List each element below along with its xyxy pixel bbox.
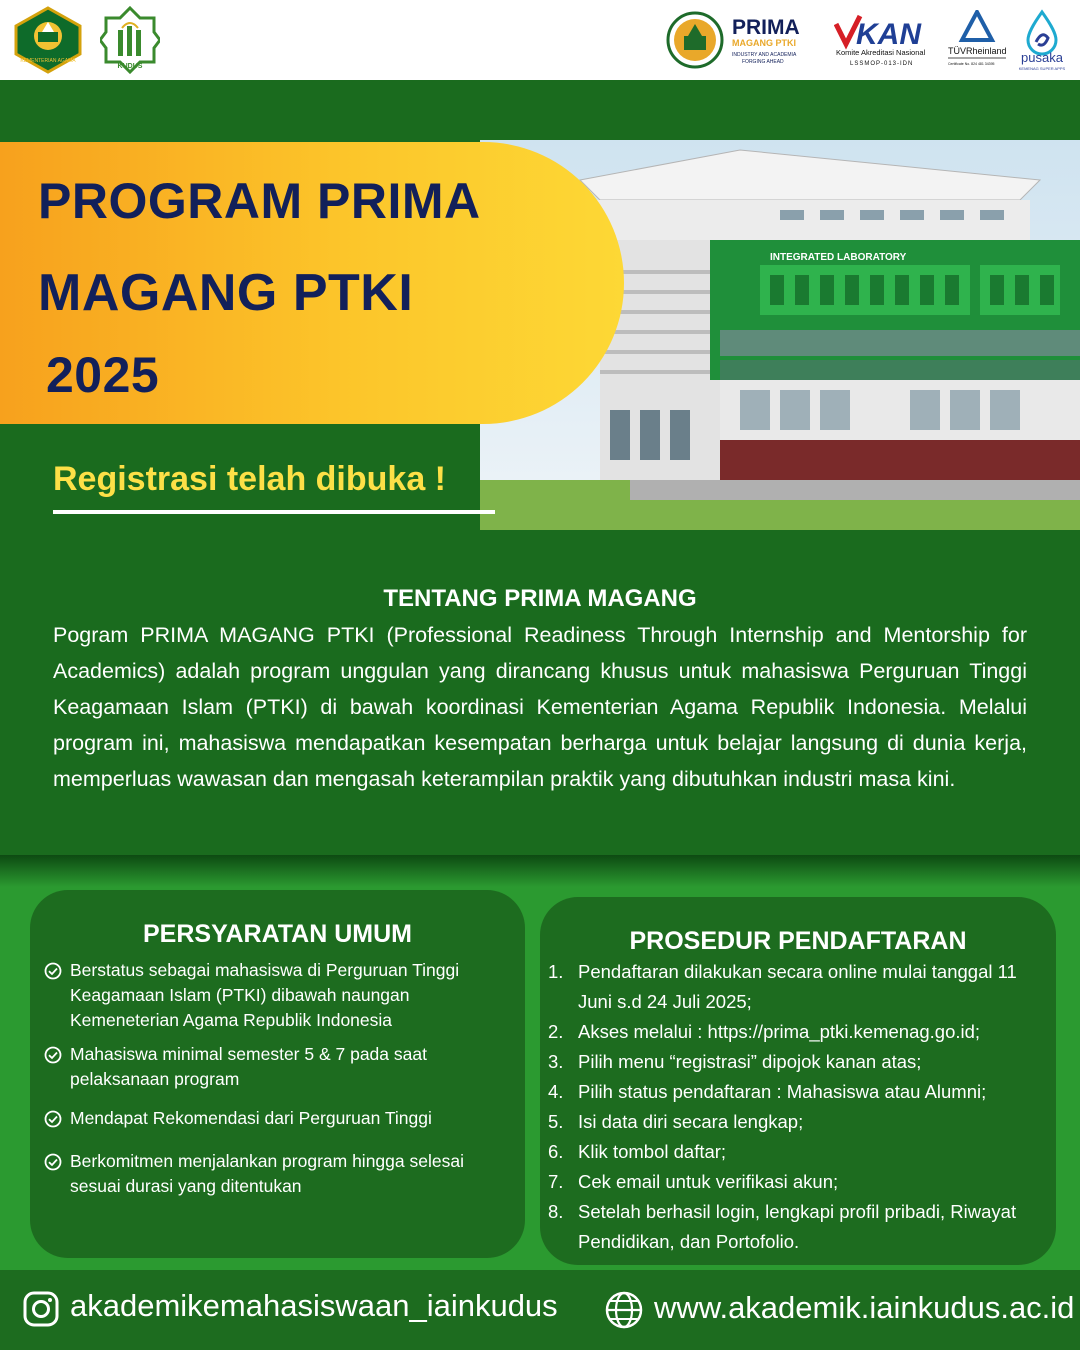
hero-title-year: 2025 xyxy=(46,347,160,403)
globe-icon[interactable] xyxy=(604,1290,644,1330)
procedure-text: Pendaftaran dilakukan secara online mulai tanggal 11 Juni s.d 24 Juli 2025; xyxy=(578,961,1017,1012)
procedure-text: Akses melalui : https://prima_ptki.kemenag.go.id; xyxy=(578,1021,981,1042)
hero-title-line1: PROGRAM PRIMA xyxy=(38,173,481,229)
prima-logo-title: PRIMA xyxy=(732,16,800,39)
procedure-text: Setelah berhasil login, lengkapi profil pribadi, Riwayat Pendidikan, dan Portofolio. xyxy=(578,1201,1017,1252)
procedure-item xyxy=(548,1167,1053,1197)
check-circle-icon xyxy=(44,1046,62,1064)
section-divider xyxy=(0,855,1080,887)
procedure-item xyxy=(548,1017,1053,1047)
requirement-text: Berkomitmen menjalankan program hingga selesai sesuai durasi yang ditentukan xyxy=(70,1151,464,1196)
registration-open-text: Registrasi telah dibuka ! xyxy=(53,460,446,498)
procedure-number: 8. xyxy=(548,1201,564,1222)
procedure-number: 2. xyxy=(548,1021,564,1042)
tuv-logo-subtitle: Certificate No. 824 481 34395 xyxy=(948,62,995,66)
procedure-item xyxy=(548,1197,1053,1257)
footer-bar xyxy=(0,1270,1080,1350)
procedure-item xyxy=(548,1137,1053,1167)
procedure-item xyxy=(548,1107,1053,1137)
iain-kudus-logo xyxy=(100,6,160,74)
requirements-title: PERSYARATAN UMUM xyxy=(143,920,412,948)
requirement-text: Berstatus sebagai mahasiswa di Perguruan Tinggi Keagamaan Islam (PTKI) dibawah naungan Kemeneterian Agama Republik Indonesia xyxy=(70,960,460,1030)
pusaka-logo xyxy=(1014,8,1070,72)
kan-logo-title: KAN xyxy=(856,18,921,51)
pusaka-logo-subtitle: KEMENAG SUPER APPS xyxy=(1018,66,1066,71)
about-title: TENTANG PRIMA MAGANG xyxy=(383,585,697,612)
procedure-text: Pilih menu “registrasi” dipojok kanan atas; xyxy=(578,1051,922,1072)
requirements-card xyxy=(30,890,525,1258)
about-section xyxy=(0,550,1080,855)
website-link[interactable]: www.akademik.iainkudus.ac.id xyxy=(654,1290,1075,1325)
check-circle-icon xyxy=(44,1153,62,1171)
tuv-rheinland-logo xyxy=(946,10,1008,70)
instagram-icon[interactable] xyxy=(22,1290,60,1328)
kan-logo-code: LSSMOP-013-IDN xyxy=(850,61,914,67)
check-circle-icon xyxy=(44,1110,62,1128)
procedure-item xyxy=(548,1047,1053,1077)
prima-logo-subtitle: MAGANG PTKI xyxy=(732,38,796,48)
procedure-number: 4. xyxy=(548,1081,564,1102)
hero-section xyxy=(0,80,1080,550)
requirement-item xyxy=(44,1149,514,1199)
procedure-number: 5. xyxy=(548,1111,564,1132)
requirement-item xyxy=(44,1042,514,1092)
kemenag-logo-text: KEMENTERIAN AGAMA xyxy=(20,58,76,64)
requirements-list xyxy=(44,958,514,1199)
procedure-list xyxy=(548,957,1053,1257)
instagram-handle-link[interactable]: akademikemahasiswaan_iainkudus xyxy=(70,1288,558,1323)
kan-logo xyxy=(834,10,939,70)
procedure-number: 7. xyxy=(548,1171,564,1192)
registration-underline xyxy=(53,510,495,514)
building-sign: INTEGRATED LABORATORY xyxy=(770,252,907,263)
header-bar xyxy=(0,0,1080,80)
pusaka-logo-title: pusaka xyxy=(1021,50,1063,65)
kan-logo-subtitle: Komite Akreditasi Nasional xyxy=(836,48,926,57)
procedure-text: Klik tombol daftar; xyxy=(578,1141,727,1162)
procedure-item xyxy=(548,1077,1053,1107)
kemenag-logo xyxy=(12,6,84,74)
iain-logo-text: KUDUS xyxy=(117,63,143,70)
procedure-number: 3. xyxy=(548,1051,564,1072)
tuv-logo-title: TÜVRheinland xyxy=(948,46,1007,56)
requirement-item xyxy=(44,958,514,1033)
procedure-text: Cek email untuk verifikasi akun; xyxy=(578,1171,839,1192)
procedure-title: PROSEDUR PENDAFTARAN xyxy=(629,927,967,955)
procedure-number: 1. xyxy=(548,961,564,982)
check-circle-icon xyxy=(44,962,62,980)
requirement-item xyxy=(44,1106,514,1131)
prima-logo-tagline2: FORGING AHEAD xyxy=(742,59,784,65)
requirement-text: Mahasiswa minimal semester 5 & 7 pada saat pelaksanaan program xyxy=(70,1044,427,1089)
prima-logo-tagline1: INDUSTRY AND ACADEMIA xyxy=(732,52,797,58)
about-body: Pogram PRIMA MAGANG PTKI (Professional Readiness Through Internship and Mentorship for Academics) adalah program unggulan yang dirancang khusus untuk mahasiswa Perguruan Tinggi Keagamaan Islam (PTKI) di bawah koordinasi Kementerian Agama Republik Indonesia. Melalui program ini, mahasiswa mendapatkan kesempatan berharga untuk belajar langsung di dunia kerja, memperluas wawasan dan mengasah keterampilan praktik yang dibutuhkan industri masa kini. xyxy=(53,623,1027,791)
prima-magang-logo xyxy=(666,10,816,70)
procedure-card xyxy=(540,897,1056,1265)
procedure-text: Isi data diri secara lengkap; xyxy=(578,1111,804,1132)
procedure-number: 6. xyxy=(548,1141,564,1162)
procedure-text: Pilih status pendaftaran : Mahasiswa atau Alumni; xyxy=(578,1081,987,1102)
hero-title-line2: MAGANG PTKI xyxy=(38,264,414,322)
requirement-text: Mendapat Rekomendasi dari Perguruan Tinggi xyxy=(70,1108,432,1128)
procedure-item xyxy=(548,957,1053,1017)
